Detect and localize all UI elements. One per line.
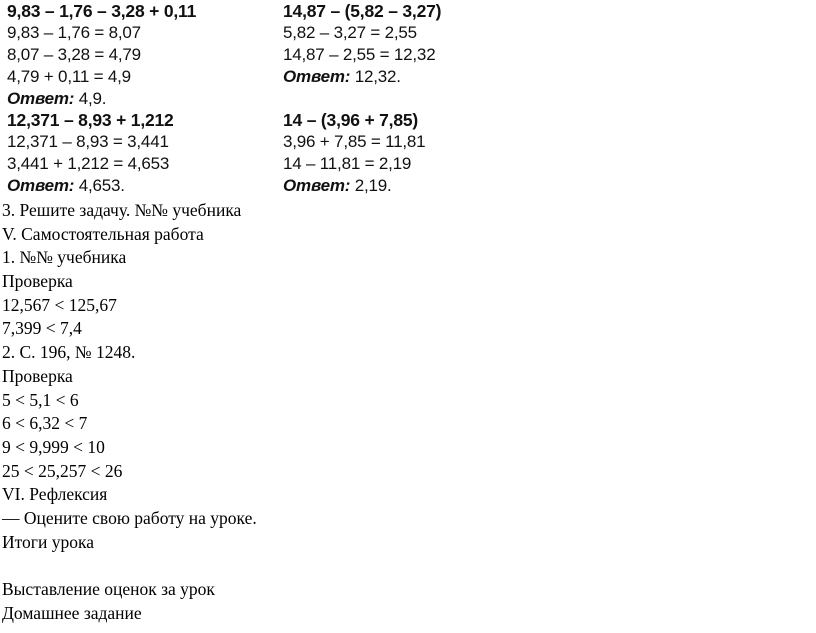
homework-heading: Домашнее задание: [2, 602, 142, 623]
example-step: 14 – 11,81 = 2,19: [283, 154, 412, 173]
document-body: [2, 199, 812, 625]
example-step: 3,441 + 1,212 = 4,653: [7, 154, 170, 173]
comparison-line: 5 < 5,1 < 6: [2, 389, 79, 410]
answer-value: 12,32.: [350, 67, 401, 86]
comparison-line: 12,567 < 125,67: [2, 294, 117, 315]
answer-label: Ответ:: [283, 176, 351, 195]
example-step: 9,83 – 1,76 = 8,07: [7, 23, 141, 42]
comparison-line: 7,399 < 7,4: [2, 318, 82, 339]
section-heading: VI. Рефлексия: [2, 484, 108, 505]
example-step: 5,82 – 3,27 = 2,55: [283, 23, 417, 42]
task-line: 2. С. 196, № 1248.: [2, 342, 136, 363]
answer-label: Ответ:: [7, 89, 75, 108]
check-heading: Проверка: [2, 365, 73, 386]
section-heading: Итоги урока: [2, 531, 94, 552]
example-answer: [7, 88, 196, 110]
section-heading: V. Самостоятельная работа: [2, 223, 204, 244]
answer-label: Ответ:: [283, 67, 351, 86]
comparison-line: 9 < 9,999 < 10: [2, 436, 105, 457]
task-line: 1. №№ учебника: [2, 247, 127, 268]
reflection-question: — Оцените свою работу на уроке.: [2, 507, 257, 528]
grading-line: Выставление оценок за урок: [2, 579, 215, 599]
example-block: [283, 0, 441, 88]
scanned-examples-image: [0, 0, 520, 196]
example-answer: [283, 66, 441, 88]
example-block: [7, 109, 174, 197]
example-answer: [7, 175, 174, 197]
comparison-line: 25 < 25,257 < 26: [2, 460, 123, 481]
task-line: 3. Решите задачу. №№ учебника: [2, 200, 242, 220]
example-step: 12,371 – 8,93 = 3,441: [7, 132, 169, 151]
example-step: 3,96 + 7,85 = 11,81: [283, 132, 426, 151]
example-heading: 9,83 – 1,76 – 3,28 + 0,11: [7, 1, 197, 21]
answer-value: 2,19.: [350, 176, 392, 195]
example-block: [7, 0, 196, 110]
comparison-line: 6 < 6,32 < 7: [2, 413, 88, 434]
example-heading: 12,371 – 8,93 + 1,212: [7, 110, 174, 130]
example-heading: 14,87 – (5,82 – 3,27): [283, 1, 442, 21]
example-answer: [283, 175, 425, 197]
example-step: 14,87 – 2,55 = 12,32: [283, 45, 436, 64]
example-step: 4,79 + 0,11 = 4,9: [7, 67, 131, 86]
answer-label: Ответ:: [7, 176, 75, 195]
example-heading: 14 – (3,96 + 7,85): [283, 110, 419, 130]
check-heading: Проверка: [2, 271, 73, 292]
example-step: 8,07 – 3,28 = 4,79: [7, 45, 141, 64]
answer-value: 4,653.: [74, 176, 125, 195]
answer-value: 4,9.: [74, 89, 107, 108]
example-block: [283, 109, 425, 197]
blank-line: [2, 554, 812, 578]
